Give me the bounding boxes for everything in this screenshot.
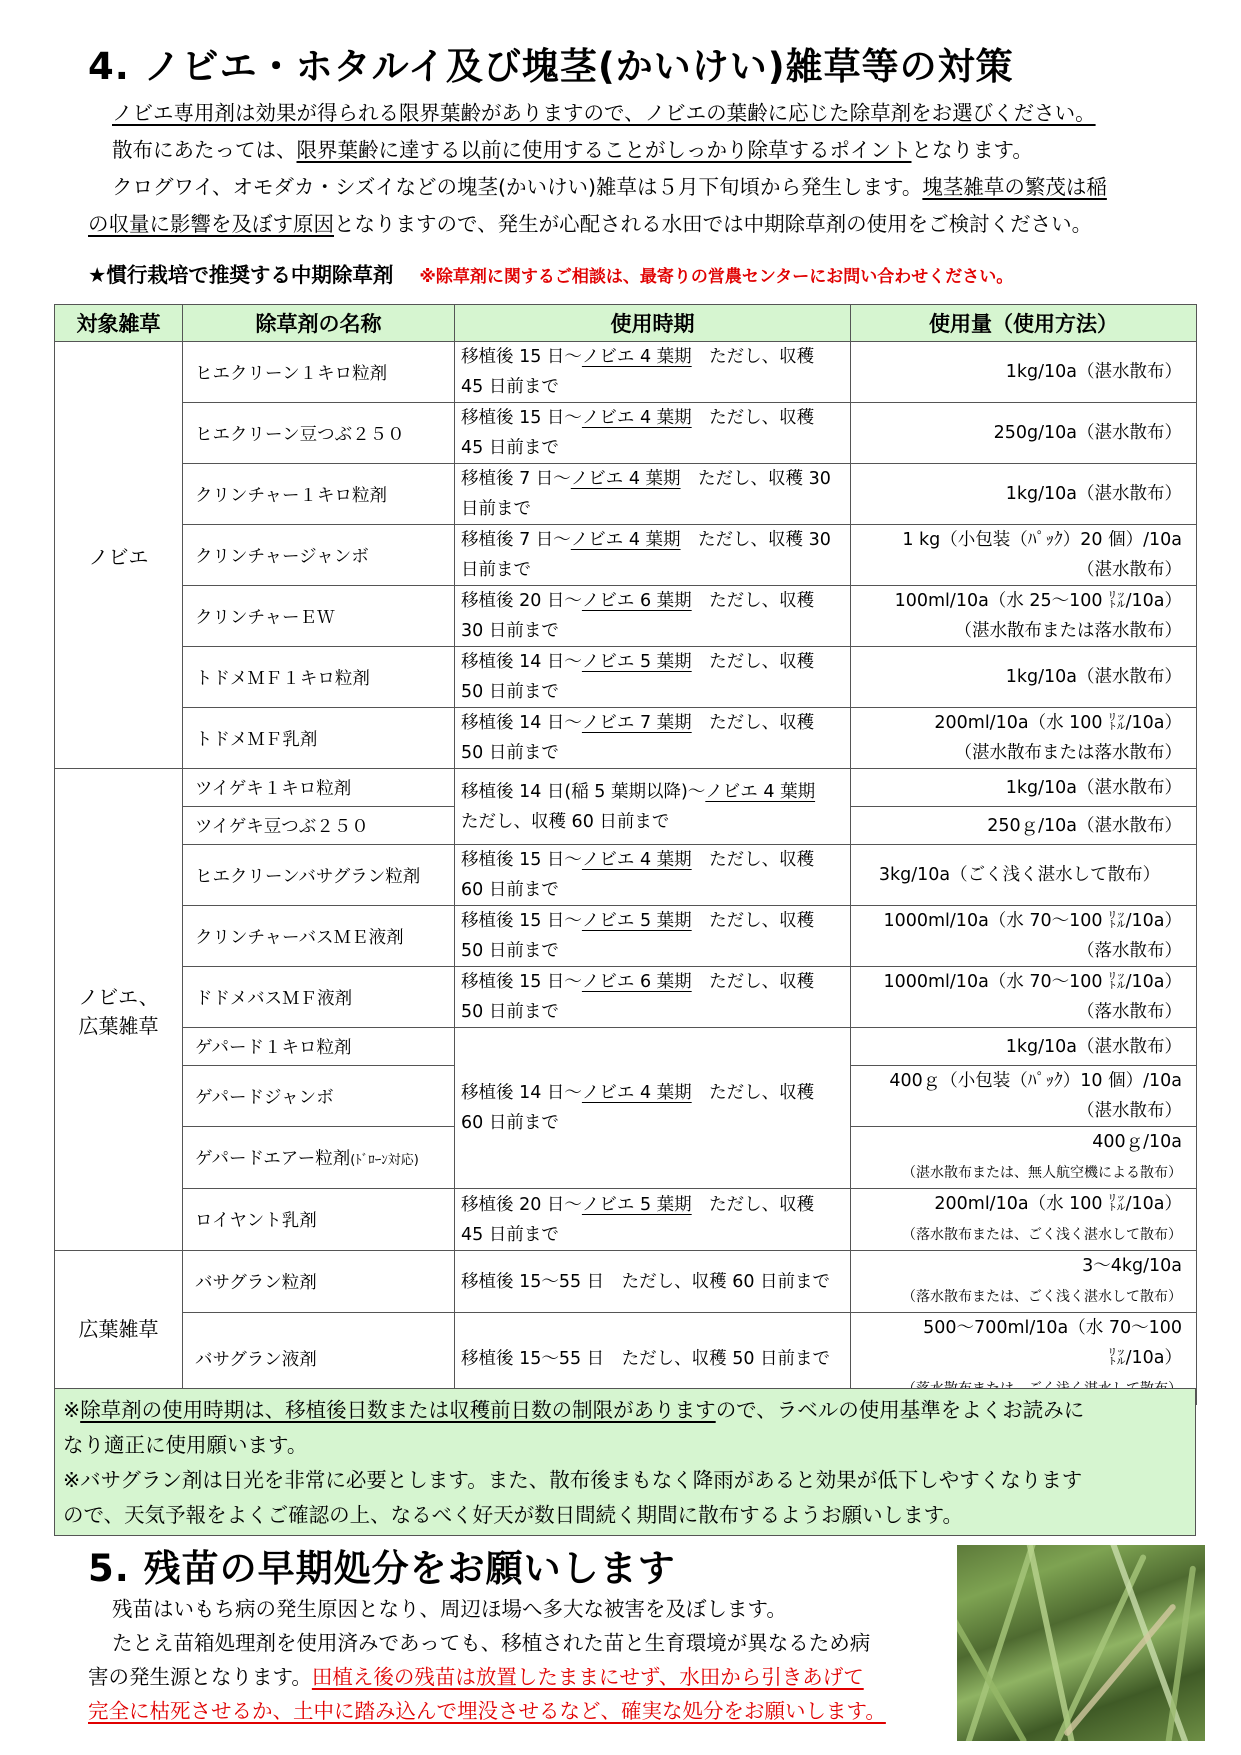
- header-period: 使用時期: [455, 305, 851, 342]
- amount: 1kg/10a（湛水散布）: [851, 769, 1197, 807]
- section-4-body: [88, 95, 1168, 243]
- text: 除草剤の使用時期は、移植後日数または収穫前日数の制限があります: [80, 1398, 716, 1422]
- table-row: [55, 845, 1197, 906]
- herbicide-name: ドドメバスＭＦ液剤: [183, 967, 455, 1028]
- herbicide-name: ゲパード１キロ粒剤: [183, 1028, 455, 1066]
- group-nobie-broadleaf: ノビエ、 広葉雑草: [55, 769, 183, 1251]
- text: 限界葉齢に達する以前に使用することがしっかり除草するポイント: [296, 138, 912, 162]
- amount: 500～700ml/10a（水 70～100 ㍑/10a）: [851, 1313, 1197, 1405]
- text: 完全に枯死させるか、土中に踏み込んで埋没させるなど、確実な処分をお願いします。: [88, 1699, 886, 1723]
- period: 移植後 15 日～ノビエ 5 葉期 ただし、収穫 50 日前まで: [455, 906, 851, 967]
- recommend-heading: [88, 258, 1013, 288]
- text: となりますので、発生が心配される水田では中期除草剤の使用をご検討ください。: [334, 212, 1093, 236]
- table-row: [55, 586, 1197, 647]
- herbicide-name: トドメＭＦ１キロ粒剤: [183, 647, 455, 708]
- herbicide-name: バサグラン液剤: [183, 1313, 455, 1405]
- herbicide-name: ヒエクリーン１キロ粒剤: [183, 342, 455, 403]
- amount: 200ml/10a（水 100 ㍑/10a） （落水散布または、ごく浅く湛水して散布）: [851, 1189, 1197, 1251]
- section-5-title: 5. 残苗の早期処分をお願いします: [88, 1547, 676, 1590]
- table-header-row: [55, 305, 1197, 342]
- header-name: 除草剤の名称: [183, 305, 455, 342]
- text: ※: [63, 1398, 81, 1422]
- amount: 250g/10a（湛水散布）: [851, 403, 1197, 464]
- period: 移植後 14 日～ノビエ 7 葉期 ただし、収穫 50 日前まで: [455, 708, 851, 769]
- table-row: [55, 1028, 1197, 1066]
- text: ノビエ専用剤は効果が得られる限界葉齢がありますので、ノビエの葉齢に応じた除草剤をお選びください。: [112, 101, 1096, 125]
- amount: 250ｇ/10a（湛水散布）: [851, 807, 1197, 845]
- period: 移植後 7 日～ノビエ 4 葉期 ただし、収穫 30 日前まで: [455, 464, 851, 525]
- herbicide-name: ロイヤント乳剤: [183, 1189, 455, 1251]
- text: 残苗はいもち病の発生原因となり、周辺ほ場へ多大な被害を及ぼします。: [112, 1597, 787, 1621]
- header-target: 対象雑草: [55, 305, 183, 342]
- text: 塊茎雑草の繁茂は稲: [922, 175, 1107, 199]
- period: 移植後 15 日～ノビエ 4 葉期 ただし、収穫 45 日前まで: [455, 342, 851, 403]
- period: 移植後 20 日～ノビエ 5 葉期 ただし、収穫 45 日前まで: [455, 1189, 851, 1251]
- amount: 1kg/10a（湛水散布）: [851, 342, 1197, 403]
- amount: 1000ml/10a（水 70～100 ㍑/10a） （落水散布）: [851, 906, 1197, 967]
- period: 移植後 14 日～ノビエ 4 葉期 ただし、収穫 60 日前まで: [455, 1028, 851, 1189]
- herbicide-name: クリンチャージャンボ: [183, 525, 455, 586]
- table-row: [55, 906, 1197, 967]
- text: なり適正に使用願います。: [63, 1433, 308, 1457]
- text: 田植え後の残苗は放置したままにせず、水田から引きあげて: [311, 1665, 864, 1689]
- amount: 100ml/10a（水 25～100 ㍑/10a） （湛水散布または落水散布）: [851, 586, 1197, 647]
- amount: 1 kg（小包装（ﾊﾟｯｸ）20 個）/10a （湛水散布）: [851, 525, 1197, 586]
- amount: 1kg/10a（湛水散布）: [851, 464, 1197, 525]
- herbicide-name: ツイゲキ１キロ粒剤: [183, 769, 455, 807]
- herbicide-name: ヒエクリーン豆つぶ２５０: [183, 403, 455, 464]
- herbicide-name: ゲパードエアー粒剤(ﾄﾞﾛｰﾝ対応): [183, 1127, 455, 1189]
- period: 移植後 15 日～ノビエ 6 葉期 ただし、収穫 50 日前まで: [455, 967, 851, 1028]
- period: 移植後 20 日～ノビエ 6 葉期 ただし、収穫 30 日前まで: [455, 586, 851, 647]
- table-row: [55, 464, 1197, 525]
- period: 移植後 15 日～ノビエ 4 葉期 ただし、収穫 60 日前まで: [455, 845, 851, 906]
- table-row: [55, 1251, 1197, 1313]
- amount: 3kg/10a（ごく浅く湛水して散布）: [851, 845, 1197, 906]
- period: 移植後 14 日(稲 5 葉期以降)～ノビエ 4 葉期 ただし、収穫 60 日前まで: [455, 769, 851, 845]
- amount: 1000ml/10a（水 70～100 ㍑/10a） （落水散布）: [851, 967, 1197, 1028]
- amount: 400ｇ/10a （湛水散布または、無人航空機による散布）: [851, 1127, 1197, 1189]
- recommend-title: ★慣行栽培で推奨する中期除草剤: [88, 263, 394, 287]
- group-nobie: ノビエ: [55, 342, 183, 769]
- group-broadleaf: 広葉雑草: [55, 1251, 183, 1405]
- herbicide-table: [54, 304, 1197, 1405]
- table-row: [55, 769, 1197, 807]
- herbicide-name: ヒエクリーンバサグラン粒剤: [183, 845, 455, 906]
- amount: 200ml/10a（水 100 ㍑/10a） （湛水散布または落水散布）: [851, 708, 1197, 769]
- recommend-note: ※除草剤に関するご相談は、最寄りの営農センターにお問い合わせください。: [419, 267, 1014, 287]
- text: ので、ラベルの使用基準をよくお読みに: [715, 1398, 1085, 1422]
- herbicide-name: クリンチャーＥＷ: [183, 586, 455, 647]
- period: 移植後 15 日～ノビエ 4 葉期 ただし、収穫 45 日前まで: [455, 403, 851, 464]
- text: たとえ苗箱処理剤を使用済みであっても、移植された苗と生育環境が異なるため病: [112, 1631, 871, 1655]
- table-row: [55, 525, 1197, 586]
- text: 散布にあたっては、: [112, 138, 297, 162]
- table-row: [55, 967, 1197, 1028]
- period: 移植後 15～55 日 ただし、収穫 50 日前まで: [455, 1313, 851, 1405]
- section-5-body: [88, 1592, 948, 1728]
- herbicide-name: ツイゲキ豆つぶ２５０: [183, 807, 455, 845]
- header-amount: 使用量（使用方法）: [851, 305, 1197, 342]
- text: の収量に影響を及ぼす原因: [88, 212, 334, 236]
- amount: 3～4kg/10a （落水散布または、ごく浅く湛水して散布）: [851, 1251, 1197, 1313]
- text: 害の発生源となります。: [88, 1665, 312, 1689]
- table-row: [55, 647, 1197, 708]
- text: となります。: [911, 138, 1033, 162]
- table-row: [55, 342, 1197, 403]
- amount: 400ｇ（小包装（ﾊﾟｯｸ）10 個）/10a （湛水散布）: [851, 1066, 1197, 1127]
- notes-box: [54, 1388, 1196, 1536]
- table-row: [55, 403, 1197, 464]
- table-row: [55, 708, 1197, 769]
- period: 移植後 7 日～ノビエ 4 葉期 ただし、収穫 30 日前まで: [455, 525, 851, 586]
- period: 移植後 14 日～ノビエ 5 葉期 ただし、収穫 50 日前まで: [455, 647, 851, 708]
- text: ので、天気予報をよくご確認の上、なるべく好天が数日間続く期間に散布するようお願いします。: [63, 1503, 963, 1527]
- rice-seedling-photo: [957, 1545, 1205, 1741]
- section-4-title: 4. ノビエ・ホタルイ及び塊茎(かいけい)雑草等の対策: [88, 45, 1014, 88]
- table-row: [55, 1189, 1197, 1251]
- herbicide-name: クリンチャーバスＭＥ液剤: [183, 906, 455, 967]
- text: ※バサグラン剤は日光を非常に必要とします。また、散布後まもなく降雨があると効果が低下しやすくなります: [63, 1468, 1083, 1492]
- amount: 1kg/10a（湛水散布）: [851, 1028, 1197, 1066]
- herbicide-name: ゲパードジャンボ: [183, 1066, 455, 1127]
- herbicide-name: クリンチャー１キロ粒剤: [183, 464, 455, 525]
- amount: 1kg/10a（湛水散布）: [851, 647, 1197, 708]
- herbicide-name: バサグラン粒剤: [183, 1251, 455, 1313]
- herbicide-name: トドメＭＦ乳剤: [183, 708, 455, 769]
- period: 移植後 15～55 日 ただし、収穫 60 日前まで: [455, 1251, 851, 1313]
- text: クログワイ、オモダカ・シズイなどの塊茎(かいけい)雑草は５月下旬頃から発生します。: [112, 175, 923, 199]
